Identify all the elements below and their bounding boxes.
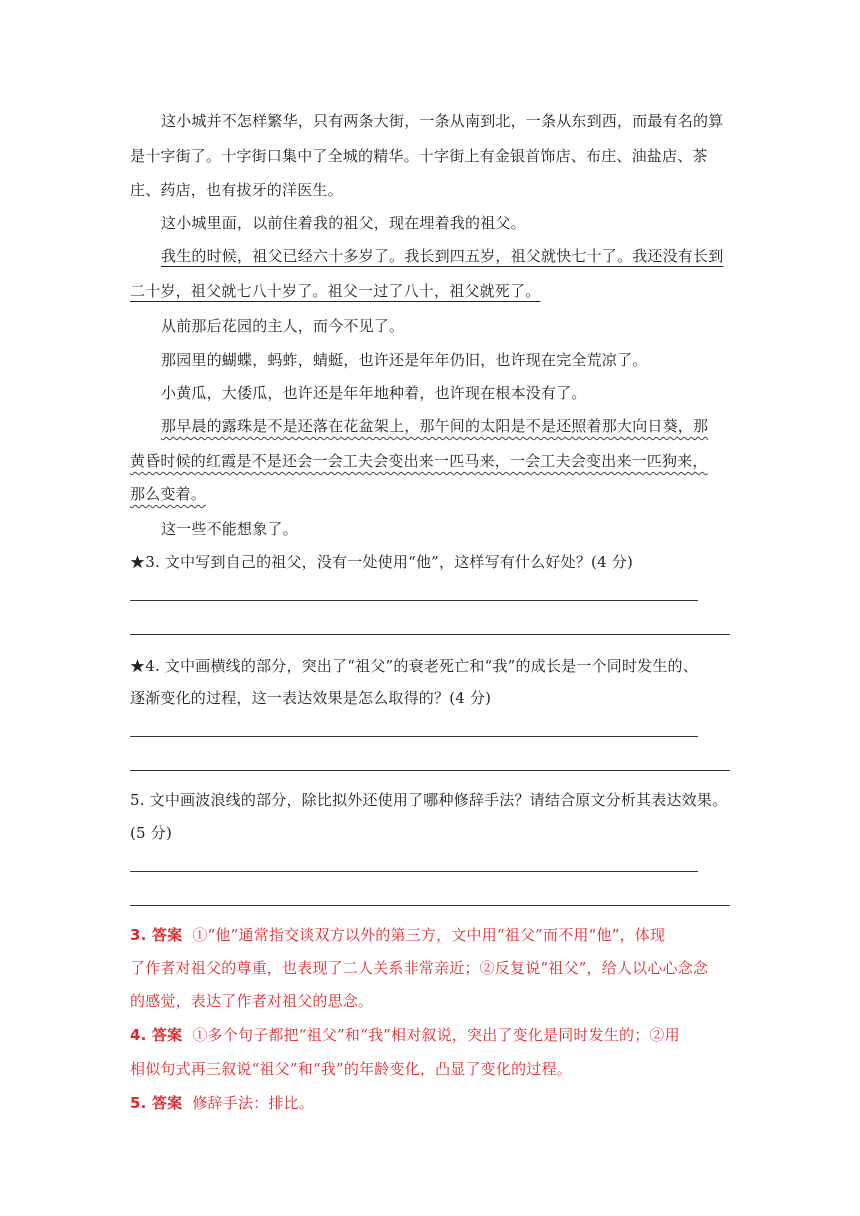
answer-3-line2: 了作者对祖父的尊重，也表现了二人关系非常亲近；②反复说“祖父”，给人以心心念念 (130, 959, 709, 977)
passage-p4: 从前那后花园的主人，而今不见了。 (161, 317, 405, 335)
answer-4-line2: 相似句式再三叙说“祖父”和“我”的年龄变化，凸显了变化的过程。 (130, 1060, 572, 1078)
passage-p1-line3: 庄、药店，也有拔牙的洋医生。 (130, 181, 343, 199)
answer-blank-line (130, 871, 698, 872)
passage-p1-line2: 是十字街了。十字街口集中了全城的精华。十字街上有金银首饰店、布庄、油盐店、茶 (130, 147, 708, 165)
answer-3-text: ①“他”通常指交谈双方以外的第三方，文中用“祖父”而不用“他”，体现 (192, 926, 666, 944)
question-5-line1: 5. 文中画波浪线的部分，除比拟外还使用了哪种修辞手法？请结合原文分析其表达效果。 (130, 791, 728, 809)
answer-3-line3: 的感觉，表达了作者对祖父的思念。 (130, 992, 374, 1010)
answer-3-label: 3. 答案 (130, 926, 183, 944)
passage-p1-line1: 这小城并不怎样繁华，只有两条大街，一条从南到北，一条从东到西，而最有名的算 (161, 112, 724, 130)
passage-p8: 这一些不能想象了。 (161, 520, 298, 538)
passage-p3-line2-underlined: 二十岁，祖父就七八十岁了。祖父一过了八十，祖父就死了。 (130, 282, 541, 300)
question-3: ★3. 文中写到自己的祖父，没有一处使用“他”，这样写有什么好处？(4 分) (130, 553, 634, 571)
answer-4-text: ①多个句子都把“祖父”和“我”相对叙说，突出了变化是同时发生的；②用 (192, 1026, 680, 1044)
passage-p3-line1-underlined: 我生的时候，祖父已经六十多岁了。我长到四五岁，祖父就快七十了。我还没有长到 (161, 247, 724, 265)
question-4-line1: ★4. 文中画横线的部分，突出了“祖父”的衰老死亡和“我”的成长是一个同时发生的、 (130, 657, 698, 675)
answer-blank-line (130, 600, 698, 601)
passage-p7-line2-wavy: 黄昏时候的红霞是不是还会一会工夫会变出来一匹马来，一会工夫会变出来一匹狗来， (130, 452, 708, 470)
passage-p2: 这小城里面，以前住着我的祖父，现在埋着我的祖父。 (161, 214, 526, 232)
passage-p7-line3-wavy: 那么变着。 (130, 485, 207, 503)
answer-4-label: 4. 答案 (130, 1026, 183, 1044)
answer-5-text: 修辞手法：排比。 (192, 1094, 314, 1112)
answer-blank-line (130, 634, 730, 635)
answer-blank-line (130, 770, 730, 771)
answer-blank-line (130, 736, 698, 737)
answer-5-label: 5. 答案 (130, 1094, 183, 1112)
answer-blank-line (130, 905, 730, 906)
passage-p7-line1-wavy: 那早晨的露珠是不是还落在花盆架上，那午间的太阳是不是还照着那大向日葵，那 (161, 417, 709, 435)
question-5-line2: (5 分) (130, 824, 173, 842)
passage-p5: 那园里的蝴蝶，蚂蚱，蜻蜓，也许还是年年仍旧，也许现在完全荒凉了。 (161, 351, 648, 369)
answer-5-line1 (130, 1092, 314, 1114)
answer-4-line1 (130, 1024, 680, 1046)
question-4-line2: 逐渐变化的过程，这一表达效果是怎么取得的？(4 分) (130, 689, 492, 707)
answer-3-line1 (130, 924, 665, 946)
passage-p6: 小黄瓜，大倭瓜，也许还是年年地种着，也许现在根本没有了。 (161, 384, 587, 402)
